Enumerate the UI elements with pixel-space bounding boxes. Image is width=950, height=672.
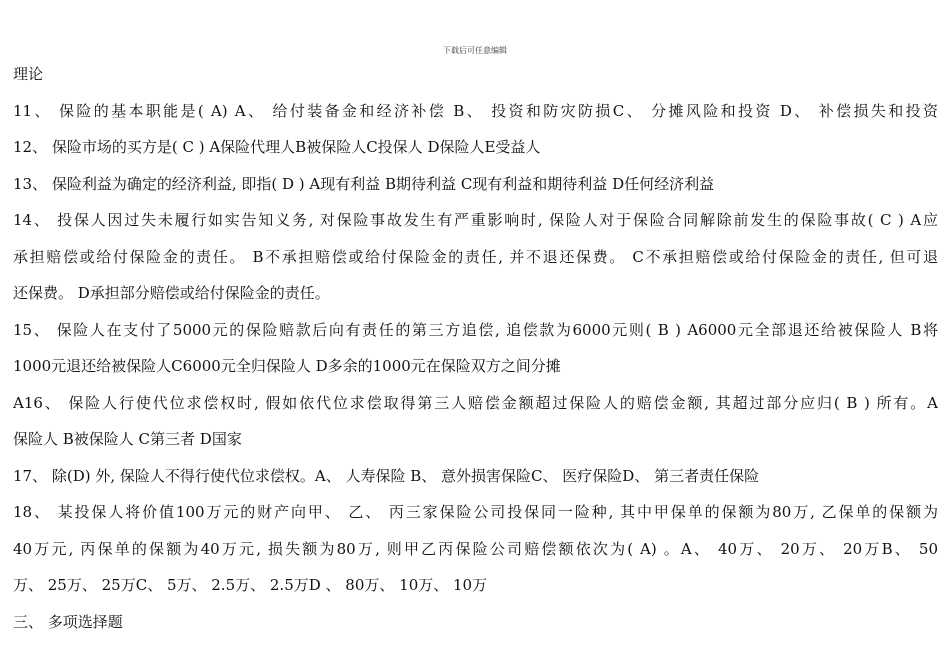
question-18-line-1: 18、 某投保人将价值100万元的财产向甲、 乙、 丙三家保险公司投保同一险种, 其中甲保单的保额为80万, 乙保单的保额为 (13, 503, 938, 521)
document-body (13, 56, 938, 640)
question-15-line-2: 1000元退还给被保险人C6000元全归保险人 D多余的1000元在保险双方之间分摊 (13, 357, 561, 375)
question-18-line-3: 万、 25万、 25万C、 5万、 2.5万、 2.5万D 、 80万、 10万、 10万 (13, 576, 488, 594)
question-13: 13、 保险利益为确定的经济利益, 即指( D ) A现有利益 B期待利益 C现有利益和期待利益 D任何经济利益 (13, 174, 715, 193)
question-16-line-2: 保险人 B被保险人 C第三者 D国家 (13, 430, 242, 448)
section-title: 理论 (13, 65, 44, 83)
question-14-line-3: 还保费。 D承担部分赔偿或给付保险金的责任。 (13, 284, 330, 302)
question-18-line-2: 40万元, 丙保单的保额为40万元, 损失额为80万, 则甲乙丙保险公司赔偿额依次为( A) 。A、 40万、 20万、 20万B、 50 (13, 539, 938, 558)
question-17: 17、 除(D) 外, 保险人不得行使代位求偿权。A、 人寿保险 B、 意外损害保险C、 医疗保险D、 第三者责任保险 (13, 466, 760, 485)
question-15-line-1: 15、 保险人在支付了5000元的保险赔款后向有责任的第三方追偿, 追偿款为6000元则( B ) A6000元全部退还给被保险人 B将 (13, 320, 938, 339)
question-14-line-2: 承担赔偿或给付保险金的责任。 B不承担赔偿或给付保险金的责任, 并不退还保费。 C不承担赔偿或给付保险金的责任, 但可退 (13, 247, 938, 266)
section-heading-multiple-choice: 三、 多项选择题 (13, 612, 123, 631)
header-note: 下载后可任意编辑 (443, 46, 507, 55)
question-16-line-1: A16、 保险人行使代位求偿权时, 假如依代位求偿取得第三人赔偿金额超过保险人的赔偿金额, 其超过部分应归( B ) 所有。A (13, 393, 938, 412)
question-14-line-1: 14、 投保人因过失未履行如实告知义务, 对保险事故发生有严重影响时, 保险人对于保险合同解除前发生的保险事故( C ) A应 (13, 211, 938, 229)
question-11: 11、 保险的基本职能是( A) A、 给付装备金和经济补偿 B、 投资和防灾防损C、 分摊风险和投资 D、 补偿损失和投资 (13, 101, 938, 120)
question-12: 12、 保险市场的买方是( C ) A保险代理人B被保险人C投保人 D保险人E受益人 (13, 138, 541, 156)
